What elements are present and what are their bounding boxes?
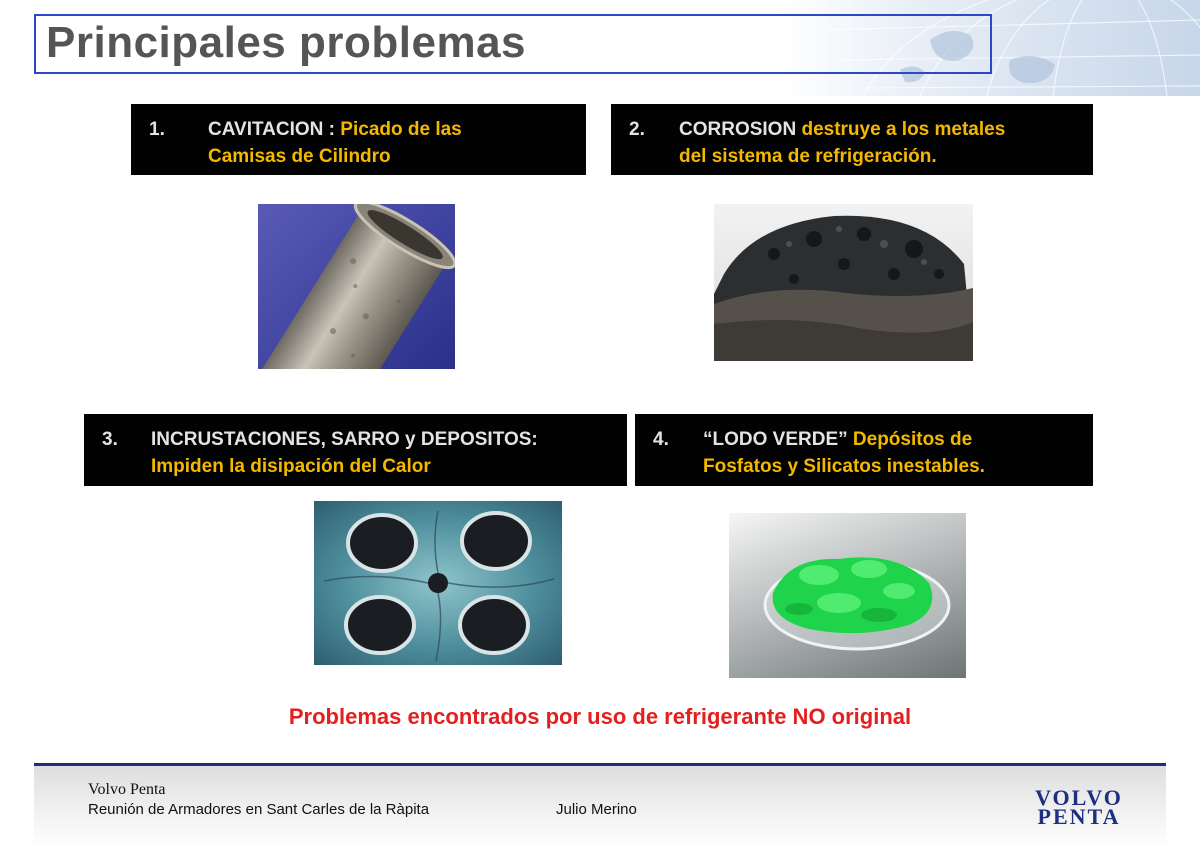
problem-4-title: “LODO VERDE”: [703, 429, 848, 450]
problem-1-desc-line2: Camisas de Cilindro: [208, 146, 391, 167]
problem-3-desc-line2: Impiden la disipación del Calor: [151, 456, 431, 477]
problem-2-number: 2.: [629, 119, 645, 140]
problem-3-title: INCRUSTACIONES, SARRO y DEPOSITOS:: [151, 429, 538, 450]
logo-line-1: VOLVO: [1035, 785, 1123, 810]
problem-4-text: [703, 426, 985, 480]
problem-2-label: [611, 104, 1093, 175]
problem-3-label: [84, 414, 627, 486]
problem-3-number: 3.: [102, 429, 118, 450]
warning-caption: Problemas encontrados por uso de refrigerante NO original: [288, 704, 912, 729]
problem-2-title: CORROSION: [679, 119, 797, 140]
problem-1-separator: :: [323, 119, 341, 140]
problem-4-desc-line1: Depósitos de: [847, 429, 973, 450]
corroded-metal-photo: [714, 204, 973, 361]
problem-2-desc-line1: destruye a los metales: [796, 119, 1006, 140]
footer-divider: [34, 763, 1166, 766]
problem-4-label: [635, 414, 1093, 486]
cylinder-head-photo: [314, 501, 562, 665]
problem-1-label: [131, 104, 586, 175]
problem-2-desc-line2: del sistema de refrigeración.: [679, 146, 937, 167]
footer-company: Volvo Penta: [88, 781, 166, 798]
problem-1-number: 1.: [149, 119, 165, 140]
volvo-penta-logo: [1016, 785, 1142, 829]
footer-event: Reunión de Armadores en Sant Carles de la Ràpita: [88, 801, 430, 818]
cylinder-liner-photo: [258, 204, 455, 369]
green-sludge-photo: [729, 513, 966, 678]
footer-author: Julio Merino: [556, 801, 637, 818]
problem-1-title: CAVITACION: [208, 119, 324, 140]
problem-4-number: 4.: [653, 429, 669, 450]
page-title: Principales problemas: [46, 18, 527, 67]
problem-4-desc-line2: Fosfatos y Silicatos inestables.: [703, 456, 985, 477]
problem-1-desc-line1: Picado de las: [340, 119, 462, 140]
problem-3-text: [151, 426, 538, 480]
logo-line-2: PENTA: [1037, 804, 1121, 829]
problem-2-text: [679, 116, 1005, 170]
problem-1-text: [208, 116, 462, 170]
